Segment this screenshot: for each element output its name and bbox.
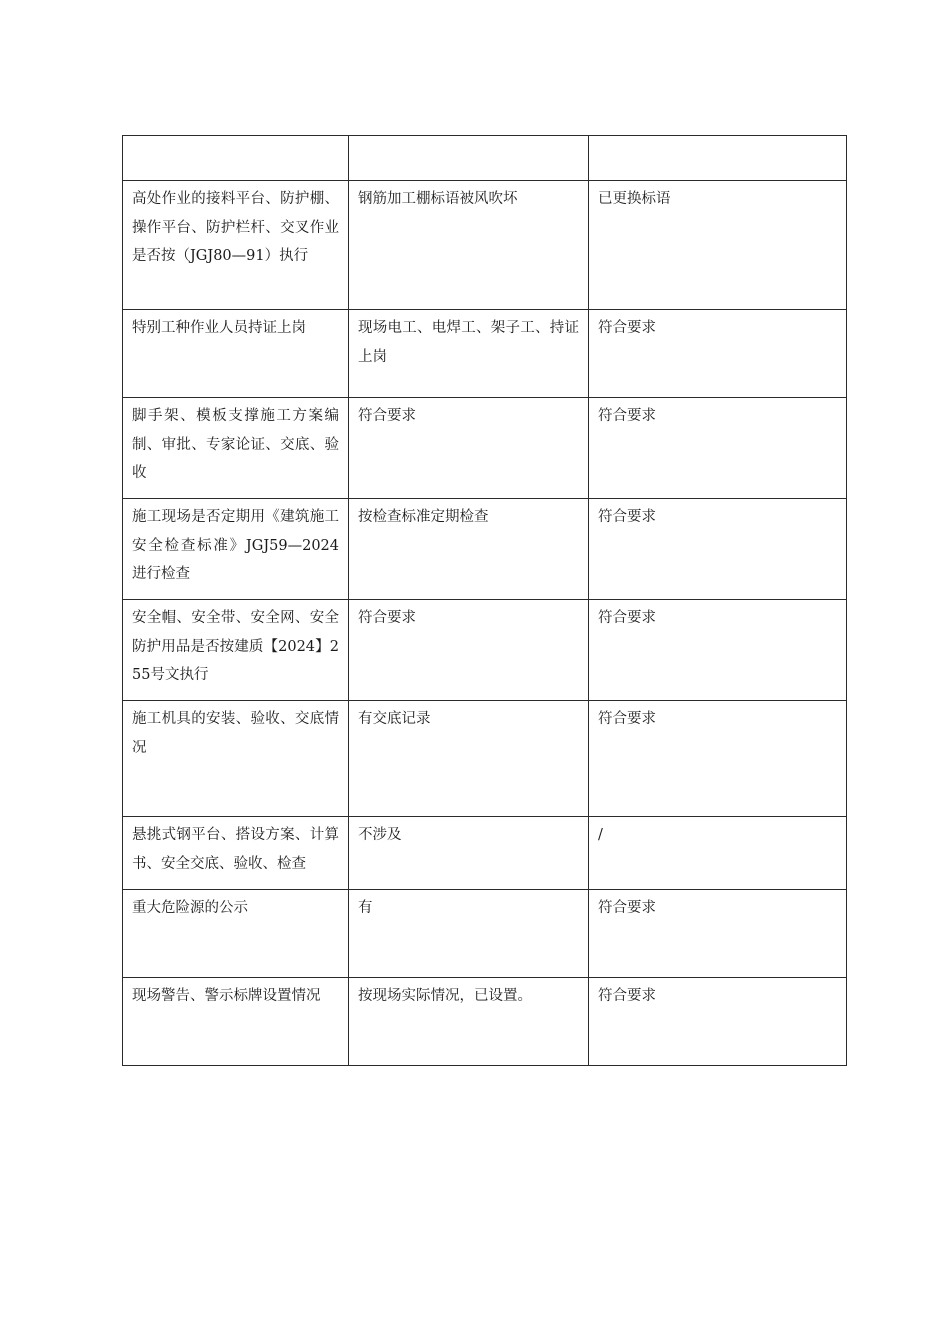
result-cell: / [589, 817, 847, 890]
table-row [123, 181, 847, 310]
item-cell: 高处作业的接料平台、防护棚、操作平台、防护栏杆、交叉作业是否按（JGJ80—91）执行 [123, 181, 349, 310]
table-row [123, 136, 847, 181]
item-cell: 施工机具的安装、验收、交底情况 [123, 701, 349, 817]
table-row [123, 701, 847, 817]
result-cell: 符合要求 [589, 310, 847, 398]
finding-cell: 不涉及 [349, 817, 589, 890]
finding-cell: 有交底记录 [349, 701, 589, 817]
table-row [123, 499, 847, 600]
table-row [123, 310, 847, 398]
table-row [123, 398, 847, 499]
result-cell: 符合要求 [589, 890, 847, 978]
result-cell [589, 136, 847, 181]
finding-cell: 按检查标准定期检查 [349, 499, 589, 600]
finding-cell: 按现场实际情况，已设置。 [349, 978, 589, 1066]
item-cell [123, 136, 349, 181]
finding-cell: 钢筋加工棚标语被风吹坏 [349, 181, 589, 310]
finding-cell: 现场电工、电焊工、架子工、持证上岗 [349, 310, 589, 398]
item-cell: 特别工种作业人员持证上岗 [123, 310, 349, 398]
result-cell: 符合要求 [589, 701, 847, 817]
finding-cell: 符合要求 [349, 398, 589, 499]
item-cell: 安全帽、安全带、安全网、安全防护用品是否按建质【2024】255号文执行 [123, 600, 349, 701]
finding-cell [349, 136, 589, 181]
item-cell: 施工现场是否定期用《建筑施工安全检查标准》JGJ59—2024进行检查 [123, 499, 349, 600]
safety-inspection-table [122, 135, 847, 1066]
item-cell: 悬挑式钢平台、搭设方案、计算书、安全交底、验收、检查 [123, 817, 349, 890]
table-row [123, 817, 847, 890]
item-cell: 脚手架、模板支撑施工方案编制、审批、专家论证、交底、验收 [123, 398, 349, 499]
result-cell: 符合要求 [589, 499, 847, 600]
table-row [123, 600, 847, 701]
item-cell: 重大危险源的公示 [123, 890, 349, 978]
result-cell: 符合要求 [589, 978, 847, 1066]
result-cell: 符合要求 [589, 398, 847, 499]
finding-cell: 符合要求 [349, 600, 589, 701]
result-cell: 已更换标语 [589, 181, 847, 310]
finding-cell: 有 [349, 890, 589, 978]
table-row [123, 890, 847, 978]
item-cell: 现场警告、警示标牌设置情况 [123, 978, 349, 1066]
result-cell: 符合要求 [589, 600, 847, 701]
table-row [123, 978, 847, 1066]
